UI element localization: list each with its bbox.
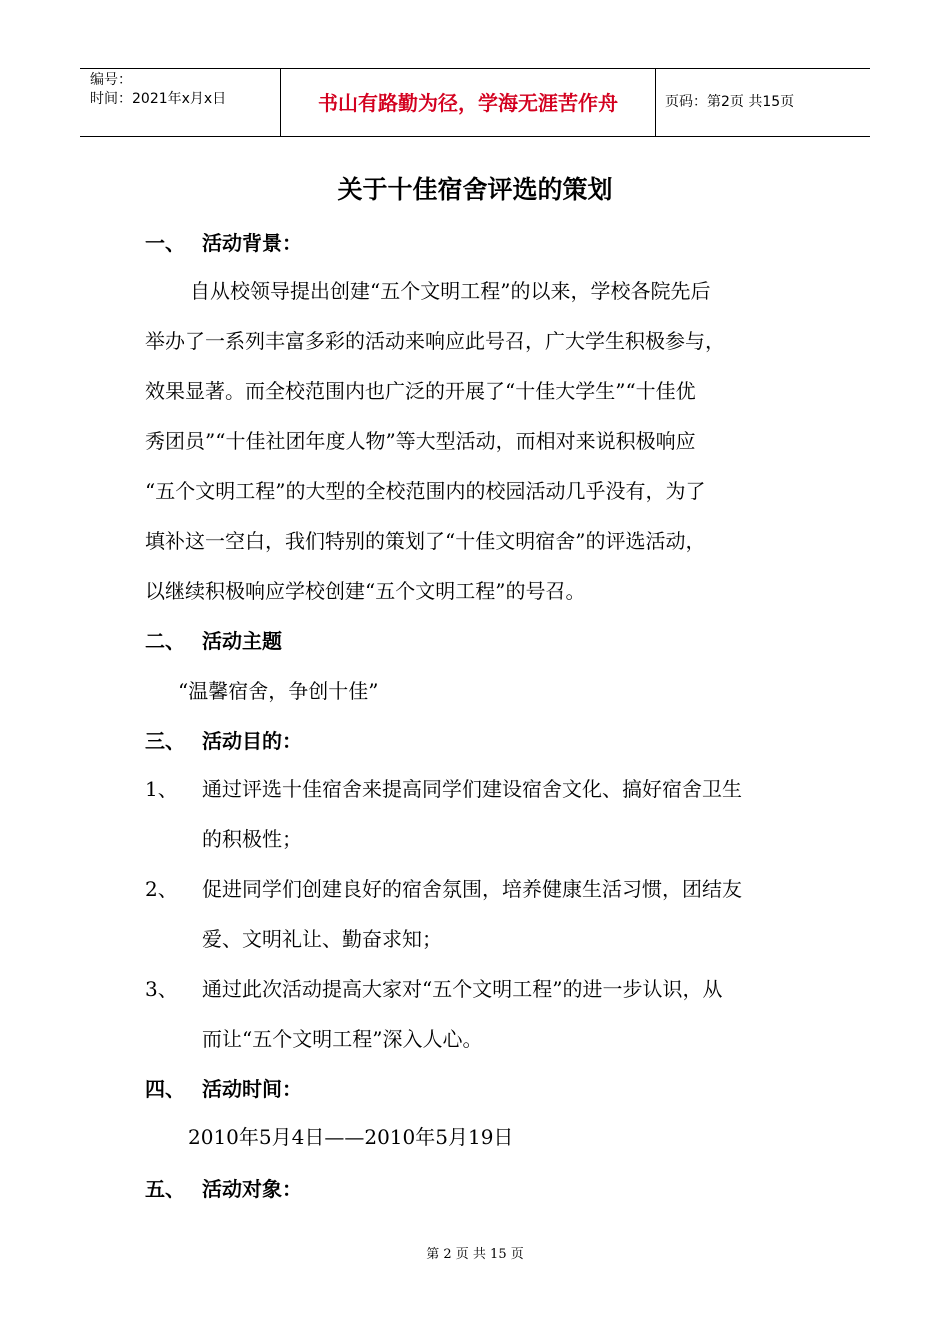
theme-text: “温馨宿舍，争创十佳” — [178, 679, 379, 703]
header-right-cell — [655, 69, 870, 136]
list-item-text: 通过此次活动提高大家对“五个文明工程”的进一步认识，从 — [202, 977, 723, 1001]
document-header — [80, 68, 870, 137]
section-number: 一、 — [145, 231, 185, 255]
paragraph-line: 举办了一系列丰富多彩的活动来响应此号召，广大学生积极参与， — [145, 329, 725, 353]
list-item-number: 1、 — [145, 777, 178, 801]
list-item-continuation: 爱、文明礼让、勤奋求知； — [202, 927, 442, 951]
paragraph-line: 秀团员”“十佳社团年度人物”等大型活动，而相对来说积极响应 — [145, 429, 696, 453]
section-title: 活动时间： — [202, 1077, 302, 1101]
activity-time-text: 2010年5月4日——2010年5月19日 — [188, 1125, 514, 1149]
header-page-info: 页码：第2页 共15页 — [665, 94, 795, 110]
paragraph-line: 效果显著。而全校范围内也广泛的开展了“十佳大学生”“十佳优 — [145, 379, 696, 403]
header-motto: 书山有路勤为径，学海无涯苦作舟 — [318, 91, 618, 115]
paragraph-line: 以继续积极响应学校创建“五个文明工程”的号召。 — [145, 579, 586, 603]
list-item-number: 2、 — [145, 877, 178, 901]
section-title: 活动对象： — [202, 1177, 302, 1201]
list-item-continuation: 的积极性； — [202, 827, 302, 851]
list-item-continuation: 而让“五个文明工程”深入人心。 — [202, 1027, 483, 1051]
section-title: 活动背景： — [202, 231, 302, 255]
section-number: 三、 — [145, 729, 185, 753]
document-time-label: 时间：2021年x月x日 — [90, 91, 227, 107]
header-middle-cell — [280, 69, 656, 136]
list-item-text: 促进同学们创建良好的宿舍氛围，培养健康生活习惯，团结友 — [202, 877, 742, 901]
document-title: 关于十佳宿舍评选的策划 — [337, 175, 613, 204]
section-number: 四、 — [145, 1077, 185, 1101]
document-code-label: 编号： — [90, 72, 132, 88]
page-footer: 第 2 页 共 15 页 — [426, 1247, 524, 1262]
header-left-cell — [80, 69, 280, 136]
paragraph-line: 自从校领导提出创建“五个文明工程”的以来，学校各院先后 — [190, 279, 711, 303]
list-item-number: 3、 — [145, 977, 178, 1001]
section-number: 二、 — [145, 629, 185, 653]
list-item-text: 通过评选十佳宿舍来提高同学们建设宿舍文化、搞好宿舍卫生 — [202, 777, 742, 801]
paragraph-line: 填补这一空白，我们特别的策划了“十佳文明宿舍”的评选活动， — [145, 529, 706, 553]
paragraph-line: “五个文明工程”的大型的全校范围内的校园活动几乎没有，为了 — [145, 479, 706, 503]
section-number: 五、 — [145, 1177, 185, 1201]
section-title: 活动目的： — [202, 729, 302, 753]
section-title: 活动主题 — [202, 629, 282, 653]
